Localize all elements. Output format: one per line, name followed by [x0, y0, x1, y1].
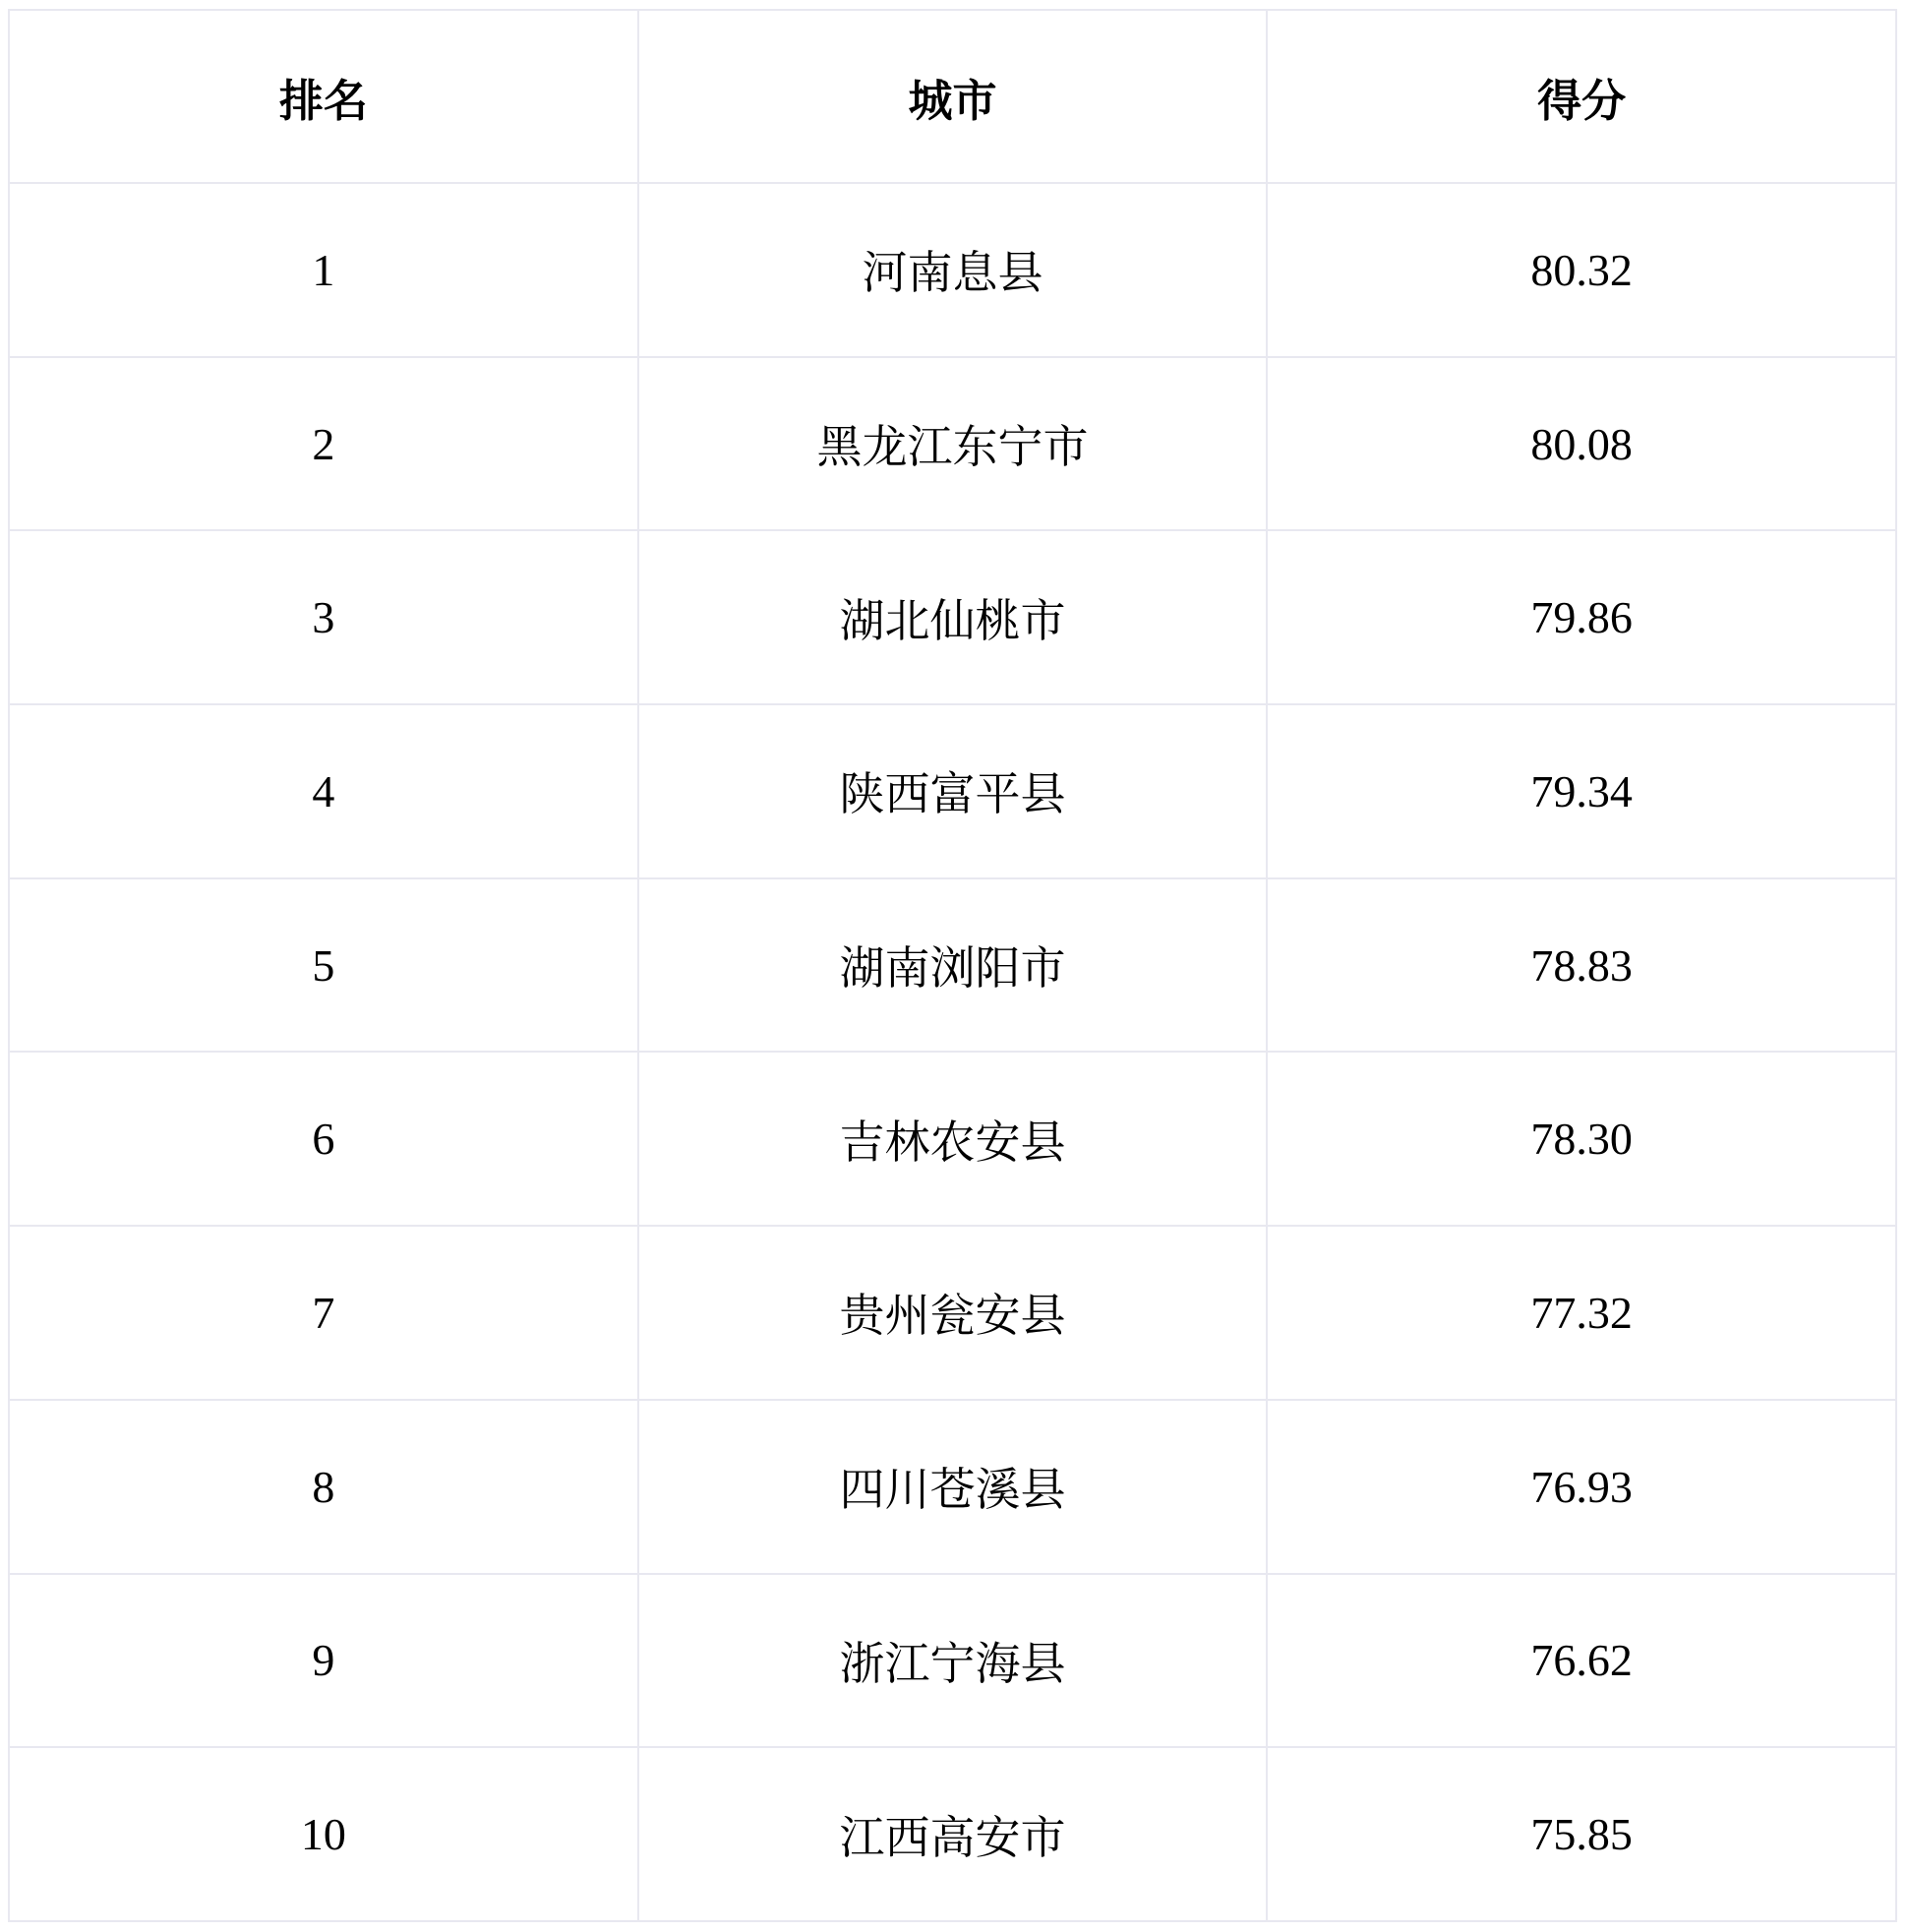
city-cell: 江西高安市: [638, 1747, 1268, 1921]
table-row: [9, 1052, 1896, 1226]
table-row: [9, 878, 1896, 1053]
score-cell: 78.83: [1267, 878, 1896, 1053]
ranking-table: [8, 9, 1897, 1922]
score-cell: 76.62: [1267, 1574, 1896, 1748]
score-cell: 79.34: [1267, 704, 1896, 878]
rank-cell: 6: [9, 1052, 638, 1226]
table-header: [9, 10, 1896, 183]
table-row: [9, 1747, 1896, 1921]
score-cell: 76.93: [1267, 1400, 1896, 1574]
header-rank: 排名: [9, 10, 638, 183]
table-row: [9, 1226, 1896, 1400]
city-cell: 浙江宁海县: [638, 1574, 1268, 1748]
score-cell: 80.32: [1267, 183, 1896, 357]
table-row: [9, 357, 1896, 531]
rank-cell: 7: [9, 1226, 638, 1400]
score-cell: 79.86: [1267, 530, 1896, 704]
table-body: [9, 183, 1896, 1921]
rank-cell: 8: [9, 1400, 638, 1574]
rank-cell: 10: [9, 1747, 638, 1921]
table-row: [9, 704, 1896, 878]
rank-cell: 4: [9, 704, 638, 878]
rank-cell: 3: [9, 530, 638, 704]
city-cell: 四川苍溪县: [638, 1400, 1268, 1574]
city-cell: 河南息县: [638, 183, 1268, 357]
city-cell: 湖南浏阳市: [638, 878, 1268, 1053]
score-cell: 75.85: [1267, 1747, 1896, 1921]
score-cell: 78.30: [1267, 1052, 1896, 1226]
score-cell: 77.32: [1267, 1226, 1896, 1400]
header-score: 得分: [1267, 10, 1896, 183]
city-cell: 陕西富平县: [638, 704, 1268, 878]
table-row: [9, 1400, 1896, 1574]
table-row: [9, 530, 1896, 704]
table-row: [9, 1574, 1896, 1748]
city-cell: 黑龙江东宁市: [638, 357, 1268, 531]
city-cell: 贵州瓮安县: [638, 1226, 1268, 1400]
rank-cell: 9: [9, 1574, 638, 1748]
score-cell: 80.08: [1267, 357, 1896, 531]
table-row: [9, 183, 1896, 357]
city-cell: 吉林农安县: [638, 1052, 1268, 1226]
rank-cell: 1: [9, 183, 638, 357]
rank-cell: 5: [9, 878, 638, 1053]
city-cell: 湖北仙桃市: [638, 530, 1268, 704]
header-city: 城市: [638, 10, 1268, 183]
header-row: [9, 10, 1896, 183]
rank-cell: 2: [9, 357, 638, 531]
